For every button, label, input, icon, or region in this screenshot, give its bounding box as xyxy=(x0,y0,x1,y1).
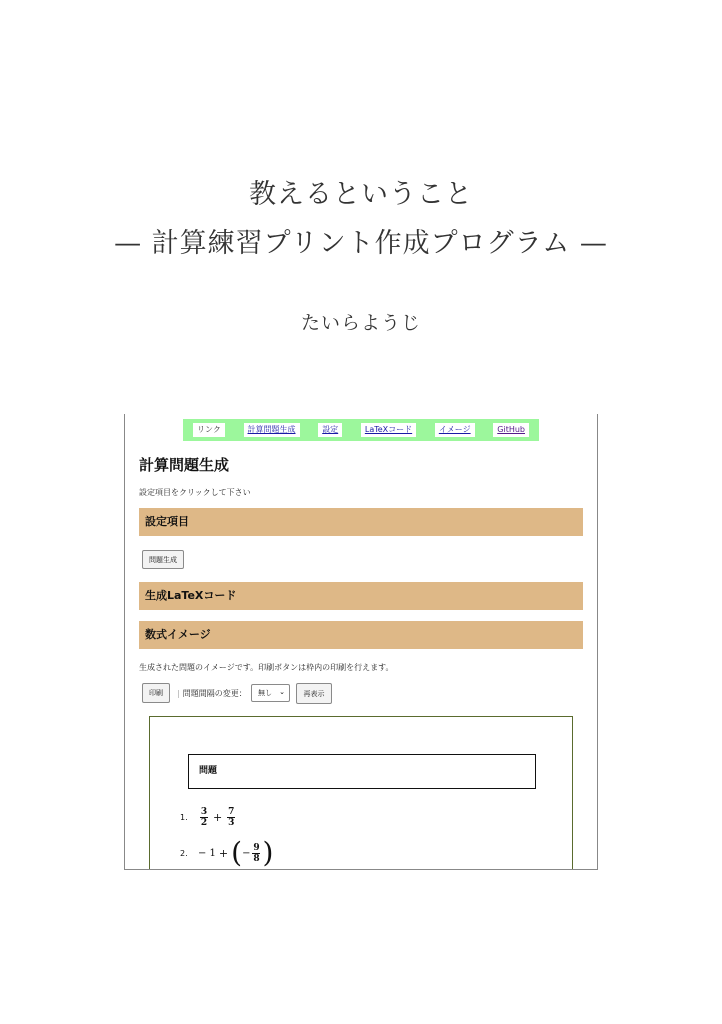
print-button[interactable]: 印刷 xyxy=(142,683,170,703)
numerator: 7 xyxy=(228,807,235,817)
image-section-header[interactable]: 数式イメージ xyxy=(139,621,583,649)
problem-heading-box: 問題 xyxy=(188,754,536,789)
book-title: 教えるということ xyxy=(249,179,473,210)
spacing-label xyxy=(177,688,247,699)
problem-item xyxy=(180,807,237,828)
nav-link-generate[interactable]: 計算問題生成 xyxy=(244,423,300,437)
numerator: 3 xyxy=(200,807,208,817)
denominator: 3 xyxy=(228,818,235,828)
fraction xyxy=(227,807,235,828)
app-screenshot xyxy=(124,414,598,870)
nav-link-latex[interactable]: LaTeXコード xyxy=(361,423,416,437)
denominator: 8 xyxy=(253,853,260,864)
numerator: 9 xyxy=(253,842,260,853)
nav-bar xyxy=(183,419,539,441)
term: − 1 xyxy=(198,847,216,859)
redisplay-button[interactable]: 再表示 xyxy=(296,683,332,704)
spacing-label-text: 問題間隔の変更： xyxy=(182,689,247,698)
instruction-text: 設定項目をクリックして下さい xyxy=(139,488,251,497)
problem-number: 2. xyxy=(180,848,188,858)
separator: | xyxy=(177,689,180,698)
author-name: たいらようじ xyxy=(300,312,421,334)
image-description: 生成された問題のイメージです。印刷ボタンは枠内の印刷を行えます。 xyxy=(139,663,394,672)
nav-link-github[interactable]: GitHub xyxy=(493,423,529,437)
print-area xyxy=(149,716,573,870)
operator: + xyxy=(218,846,229,860)
spacing-select[interactable] xyxy=(251,684,290,702)
nav-link-image[interactable]: イメージ xyxy=(435,423,475,437)
fraction xyxy=(252,843,260,864)
operator: + xyxy=(213,811,223,824)
page-title: 計算問題生成 xyxy=(139,456,230,474)
settings-section-header[interactable]: 設定項目 xyxy=(139,508,583,536)
problem-item xyxy=(180,836,274,869)
spacing-select-value: 無し xyxy=(258,689,272,697)
close-paren: ) xyxy=(262,836,274,869)
nav-link-settings[interactable]: 設定 xyxy=(318,423,342,437)
generate-button[interactable]: 問題生成 xyxy=(142,550,184,569)
denominator: 2 xyxy=(200,818,208,828)
latex-section-header[interactable]: 生成LaTeXコード xyxy=(139,582,583,610)
book-subtitle: — 計算練習プリント作成プログラム — xyxy=(114,228,608,259)
nav-link-links[interactable]: リンク xyxy=(193,423,225,437)
chevron-down-icon: ⌄ xyxy=(279,688,285,696)
problem-number: 1. xyxy=(180,813,188,822)
fraction xyxy=(200,807,208,828)
open-paren: ( xyxy=(231,836,243,869)
sign: − xyxy=(242,847,251,859)
